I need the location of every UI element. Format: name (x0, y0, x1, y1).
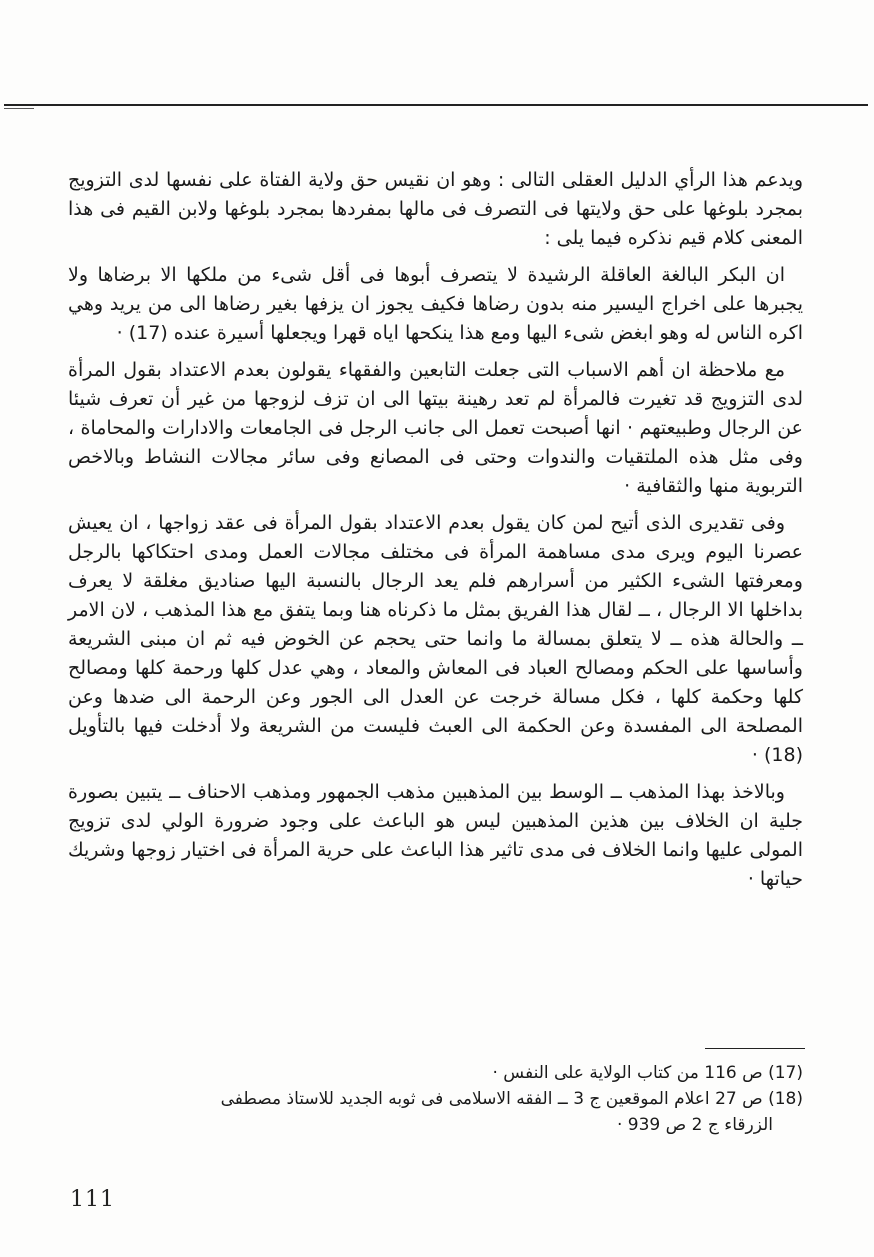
footnote-text: ص 116 من كتاب الولاية على النفس · (492, 1063, 763, 1083)
page-number: 111 (70, 1187, 115, 1212)
header-rule (4, 104, 868, 106)
footnote-17 (68, 1060, 803, 1086)
body-text (68, 166, 803, 894)
footnote-text: ص 27 اعلام الموقعين ج 3 ــ الفقه الاسلامى فى ثوبه الجديد للاستاذ مصطفى (220, 1089, 763, 1109)
paragraph-3: مع ملاحظة ان أهم الاسباب التى جعلت التابعين والفقهاء يقولون بعدم الاعتداد بقول المرأة لدى التزويج قد تغيرت فالمرأة لم تعد رهينة بيتها الى ان تزف لزوجها من غير أن تعرف شيئا عن الرجال وطبيعتهم · انها أصبحت تعمل الى جانب الرجل فى الجامعات والادارات والمحاماة ، وفى مثل هذه الملتقيات والندوات وحتى فى المصانع وفى سائر مجالات النشاط وبالاخص التربوية منها والثقافية · (68, 359, 803, 497)
footnote-18 (68, 1086, 803, 1138)
footnote-number: (17) (768, 1063, 803, 1083)
paragraph-4: وفى تقديرى الذى أتيح لمن كان يقول بعدم الاعتداد بقول المرأة فى عقد زواجها ، ان يعيش عصرنا اليوم ويرى مدى مساهمة المرأة فى مختلف مجالات العمل ومدى احتكاكها بالرجل ومعرفتها الشىء الكثير من أسرارهم فلم يعد الرجال بالنسبة اليها صناديق مغلقة لا يعرف بداخلها الا الرجال ، ــ لقال هذا الفريق بمثل ما ذكرناه هنا وبما يتفق مع هذا المذهب ، لان الامر ــ والحالة هذه ــ لا يتعلق بمسالة ما وانما حتى يحجم عن الخوض فيه ثم ان مبنى الشريعة وأساسها على الحكم ومصالح العباد فى المعاش والمعاد ، وهي عدل كلها ورحمة كلها ومصالح كلها وحكمة كلها ، فكل مسالة خرجت عن العدل الى الجور وعن الرحمة الى ضدها وعن المصلحة الى المفسدة وعن الحكمة الى العبث فليست من الشريعة ولا أدخلت فيها بالتأويل (18) · (68, 512, 803, 766)
footnote-number: (18) (768, 1089, 803, 1109)
paragraph-5: وبالاخذ بهذا المذهب ــ الوسط بين المذهبين مذهب الجمهور ومذهب الاحناف ــ يتبين بصورة جلية ان الخلاف بين هذين المذهبين ليس هو الباعث على وجود ضرورة الولي لدى تزويج المولى عليها وانما الخلاف فى مدى تاثير هذا الباعث على حرية المرأة فى اختيار زوجها وشريك حياتها · (68, 781, 803, 890)
paragraph-2-quotation: ان البكر البالغة العاقلة الرشيدة لا يتصرف أبوها فى أقل شىء من ملكها الا برضاها ولا يجبرها على اخراج اليسير منه بدون رضاها فكيف يجوز ان يزفها بغير رضاها الى من يريد وهي اكره الناس له وهو ابغض شىء اليها ومع هذا ينكحها اياه قهرا ويجعلها أسيرة عنده (17) · (68, 264, 803, 344)
header-rule-mark (4, 108, 34, 109)
footnote-continuation: الزرقاء ج 2 ص 939 · (616, 1115, 773, 1135)
footnotes (68, 1060, 803, 1138)
footnote-separator (705, 1048, 805, 1049)
paragraph-1: ويدعم هذا الرأي الدليل العقلى التالى : وهو ان نقيس حق ولاية الفتاة على نفسها لدى التزويج بمجرد بلوغها على حق ولايتها فى التصرف فى مالها بمفردها بمجرد بلوغها ولابن القيم فى هذا المعنى كلام قيم نذكره فيما يلى : (68, 169, 803, 249)
